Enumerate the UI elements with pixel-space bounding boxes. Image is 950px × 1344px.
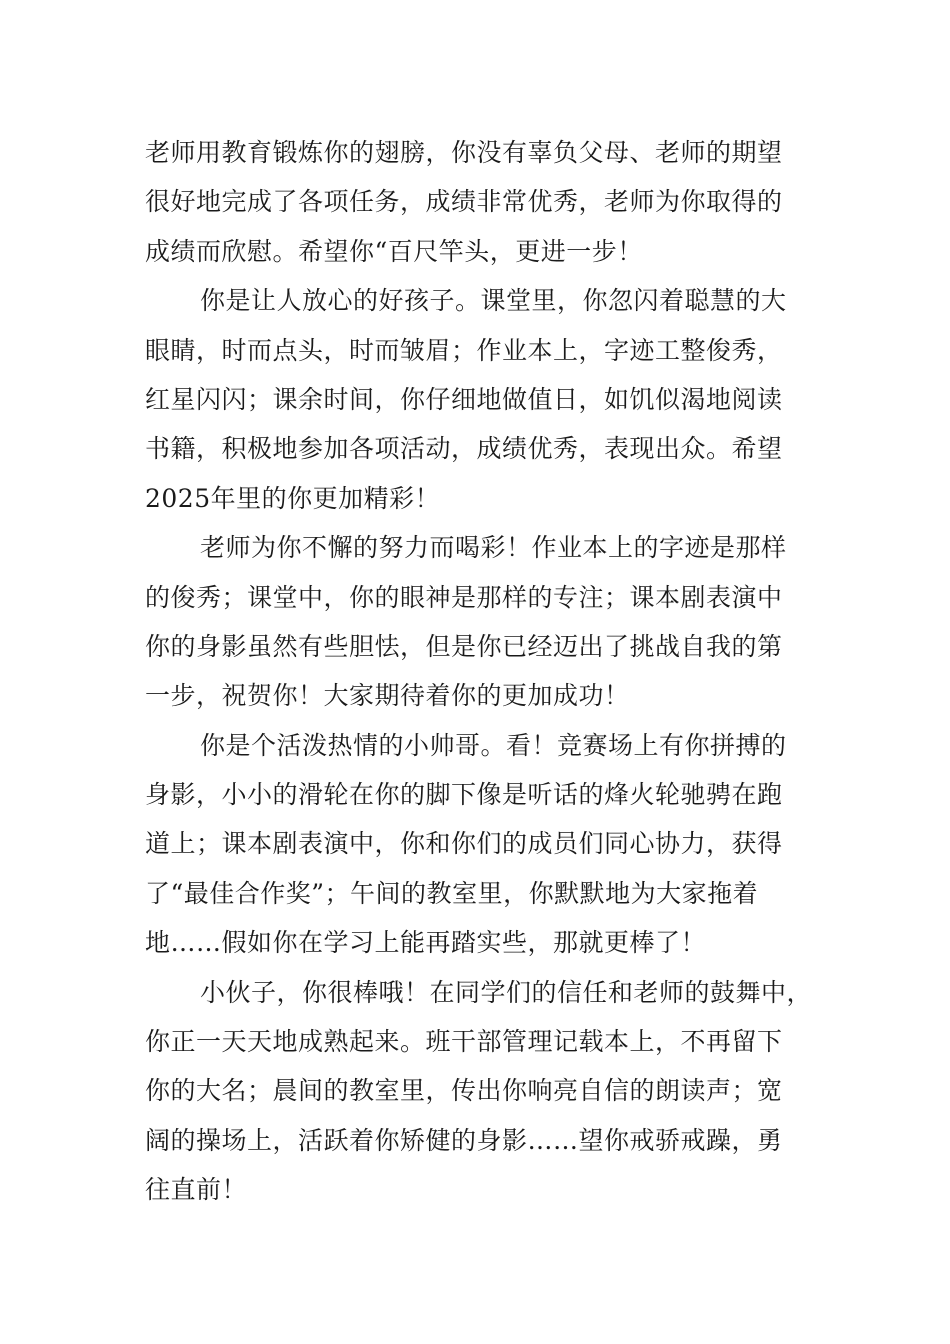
text-line: 你正一天天地成熟起来。班干部管理记载本上，不再留下: [145, 1027, 783, 1057]
paragraph: [145, 721, 810, 968]
text-line: 红星闪闪；课余时间，你仔细地做值日，如饥似渴地阅读: [145, 384, 783, 414]
text-line: 的俊秀；课堂中，你的眼神是那样的专注；课本剧表演中: [145, 582, 783, 612]
text-line: 道上；课本剧表演中，你和你们的成员们同心协力，获得: [145, 829, 783, 859]
text-line: 身影，小小的滑轮在你的脚下像是听话的烽火轮驰骋在跑: [145, 780, 783, 810]
text-line: 你是个活泼热情的小帅哥。看！竞赛场上有你拼搏的: [200, 730, 787, 760]
text-line: 成绩而欣慰。希望你“百尺竿头，更进一步！: [145, 236, 643, 266]
text-line: 你的大名；晨间的教室里，传出你响亮自信的朗读声；宽: [145, 1076, 783, 1106]
text-line: 你是让人放心的好孩子。课堂里，你忽闪着聪慧的大: [200, 286, 787, 316]
text-line: 你的身影虽然有些胆怯，但是你已经迈出了挑战自我的第: [145, 631, 783, 661]
document-body: [145, 128, 813, 1215]
text-line: 小伙子，你很棒哦！在同学们的信任和老师的鼓舞中，: [200, 977, 813, 1007]
text-line: 阔的操场上，活跃着你矫健的身影……望你戒骄戒躁，勇: [145, 1125, 783, 1155]
text-line: 老师为你不懈的努力而喝彩！作业本上的字迹是那样: [200, 533, 787, 563]
text-line: 很好地完成了各项任务，成绩非常优秀，老师为你取得的: [145, 187, 783, 217]
text-line: 眼睛，时而点头，时而皱眉；作业本上，字迹工整俊秀，: [145, 335, 783, 365]
text-line: 2025年里的你更加精彩！: [145, 483, 441, 513]
text-line: 地……假如你在学习上能再踏实些，那就更棒了！: [145, 928, 707, 958]
text-line: 往直前！: [145, 1175, 248, 1205]
paragraph: [145, 523, 810, 721]
paragraph: [145, 276, 810, 523]
text-line: 老师用教育锻炼你的翅膀，你没有辜负父母、老师的期望: [145, 138, 783, 167]
paragraph: [145, 128, 810, 276]
text-line: 了“最佳合作奖”；午间的教室里，你默默地为大家拖着: [145, 878, 759, 908]
text-line: 一步，祝贺你！大家期待着你的更加成功！: [145, 681, 630, 711]
text-line: 书籍，积极地参加各项活动，成绩优秀，表现出众。希望: [145, 434, 783, 464]
paragraph: [145, 968, 813, 1215]
